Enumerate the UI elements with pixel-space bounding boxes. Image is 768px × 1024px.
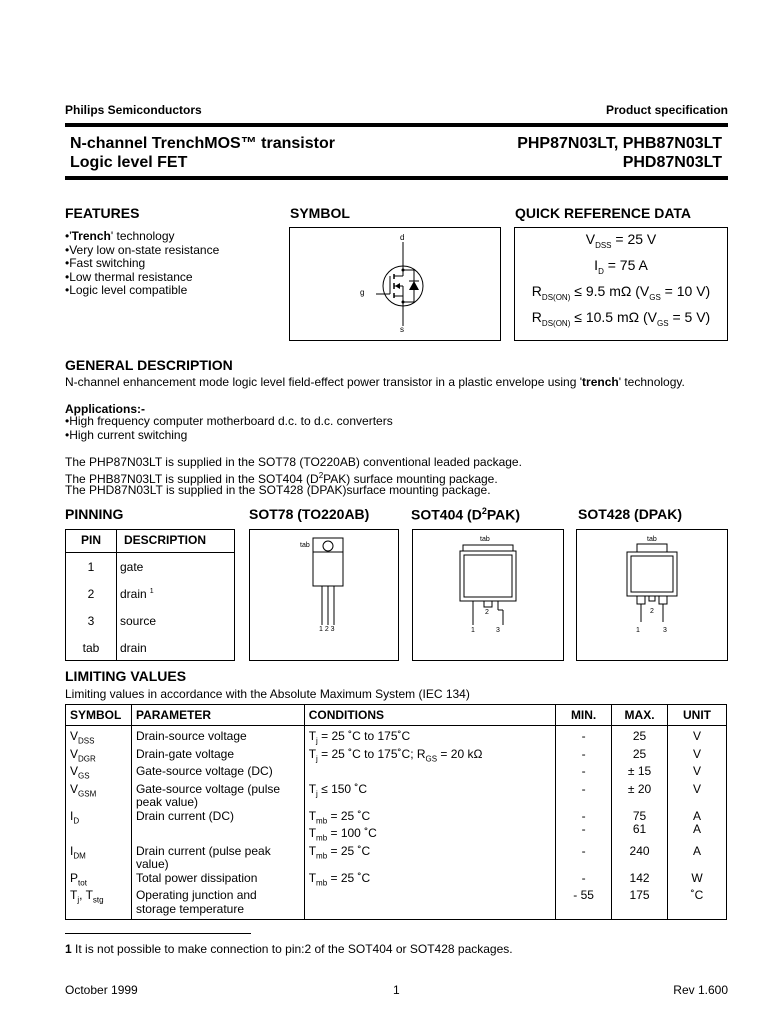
- cell-conditions: $T_{mb} = 25$ ˚C: [304, 845, 555, 872]
- pin-number: 1: [87, 560, 95, 574]
- pin-description: gate: [120, 560, 144, 574]
- cell-min: -: [556, 783, 612, 810]
- table-row: [66, 748, 727, 766]
- sot78-package-icon: [250, 530, 398, 660]
- cell-unit: A A: [668, 810, 727, 845]
- cell-parameter: Drain-source voltage: [131, 726, 304, 748]
- feature-item: • 'Trench' technology: [65, 230, 219, 244]
- supply-line2: The PHB87N03LT is supplied in the SOT404 $(D^2PAK)$ surface mounting package.: [65, 471, 498, 486]
- cell-unit: V: [668, 726, 727, 748]
- sot78-tab-label: tab: [300, 542, 310, 549]
- qr-rds1-value: ≤ 9.5 mΩ (V: [574, 283, 650, 299]
- cell-symbol: $V_{DGR}$: [66, 748, 132, 766]
- sot404-package-icon: [413, 530, 563, 660]
- qr-rds2-cond: = 5 V): [672, 309, 711, 325]
- symbol-label-d: d: [400, 233, 405, 242]
- feature-item: • Very low on-state resistance: [65, 244, 219, 258]
- cell-parameter: Drain-gate voltage: [131, 748, 304, 766]
- header-rule-bottom: [65, 176, 728, 180]
- pin-number: 3: [87, 614, 95, 628]
- feature-item: • Logic level compatible: [65, 284, 219, 298]
- cell-conditions: $T_j \le 150$ ˚C: [304, 783, 555, 810]
- title-line2: Logic level FET: [70, 154, 188, 171]
- qr-id-value: = 75 A: [607, 257, 648, 273]
- supply-line3: The PHD87N03LT is supplied in the SOT428 (DPAK)surface mounting package.: [65, 483, 491, 497]
- pinning-heading: PINNING: [65, 506, 124, 522]
- cell-symbol: $P_{tot}$: [66, 872, 132, 890]
- cell-parameter: Drain current (DC): [131, 810, 304, 845]
- column-header: PARAMETER: [131, 705, 304, 726]
- sot78-heading: SOT78 (TO220AB): [249, 506, 370, 522]
- cell-max: ± 15: [612, 765, 668, 783]
- footnote-ref: 1: [149, 588, 154, 595]
- sot404-pin2-label: 2: [485, 609, 489, 616]
- title-line1: N-channel TrenchMOS™ transistor: [70, 135, 335, 152]
- cell-min: -: [556, 726, 612, 748]
- sot428-tab-label: tab: [647, 536, 657, 543]
- sot404-heading: SOT404 $(D^2PAK)$: [411, 506, 521, 523]
- cell-symbol: $I_D$: [66, 810, 132, 845]
- cell-max: 25: [612, 748, 668, 766]
- column-header: MIN.: [556, 705, 612, 726]
- footer-rev: Rev 1.600: [673, 983, 728, 997]
- cell-min: - 55: [556, 889, 612, 919]
- cell-unit: V: [668, 765, 727, 783]
- sot404-pin1-label: 1: [471, 627, 475, 634]
- qr-id: $I_D = 75$ A: [594, 257, 648, 276]
- part-line2: PHD87N03LT: [622, 154, 722, 171]
- cell-max: 75 61: [612, 810, 668, 845]
- symbol-box: [289, 227, 501, 341]
- table-row: [66, 783, 727, 810]
- cell-symbol: $V_{GSM}$: [66, 783, 132, 810]
- cell-parameter: Drain current (pulse peak value): [131, 845, 304, 872]
- table-row: [66, 765, 727, 783]
- features-heading: FEATURES: [65, 205, 140, 221]
- cell-max: ± 20: [612, 783, 668, 810]
- symbol-label-s: s: [400, 325, 404, 334]
- column-header: UNIT: [668, 705, 727, 726]
- mosfet-symbol-icon: [290, 228, 500, 340]
- cell-conditions: $T_{mb} = 25$ ˚C $T_{mb} = 100$ ˚C: [304, 810, 555, 845]
- pin-col-header: PIN: [80, 533, 101, 547]
- supply-line1: The PHP87N03LT is supplied in the SOT78 (TO220AB) conventional leaded package.: [65, 455, 522, 469]
- column-header: SYMBOL: [66, 705, 132, 726]
- cell-conditions: $T_{mb} = 25$ ˚C: [304, 872, 555, 890]
- qr-rds1: $R_{DS(ON)} \le 9.5$ mΩ ($V_{GS} = 10$ V): [531, 283, 711, 302]
- cell-symbol: $I_{DM}$: [66, 845, 132, 872]
- applications-list: [65, 415, 393, 442]
- qr-rds2: $R_{DS(ON)} \le 10.5$ mΩ ($V_{GS} = 5$ V): [531, 309, 711, 328]
- cell-conditions: $T_j = 25$ ˚C to 175˚C; $R_{GS} = 20$ kΩ: [304, 748, 555, 766]
- qr-rds2-value: ≤ 10.5 mΩ (V: [574, 309, 657, 325]
- table-row: [66, 726, 727, 748]
- symbol-heading: SYMBOL: [290, 205, 350, 221]
- sot404-tab-label: tab: [480, 536, 490, 543]
- feature-item: • Low thermal resistance: [65, 271, 219, 285]
- cell-parameter: Operating junction and storage temperature: [131, 889, 304, 919]
- cell-parameter: Gate-source voltage (pulse peak value): [131, 783, 304, 810]
- table-row: [66, 889, 727, 919]
- sot428-package-box: [576, 529, 728, 661]
- cell-conditions: $T_j = 25$ ˚C to 175˚C: [304, 726, 555, 748]
- sot78-pin-labels: 1 2 3: [319, 626, 335, 633]
- company-name: Philips Semiconductors: [65, 103, 202, 117]
- symbol-label-g: g: [360, 288, 365, 297]
- pin-description: drain: [120, 641, 147, 655]
- limiting-values-table: [65, 704, 727, 920]
- table-row: [66, 872, 727, 890]
- header-rule-top: [65, 123, 728, 127]
- cell-unit: W: [668, 872, 727, 890]
- cell-max: 25: [612, 726, 668, 748]
- cell-unit: V: [668, 783, 727, 810]
- column-header: MAX.: [612, 705, 668, 726]
- desc-col-header: DESCRIPTION: [124, 533, 207, 547]
- sot78-package-box: [249, 529, 399, 661]
- part-line1: PHP87N03LT, PHB87N03LT: [517, 135, 722, 152]
- features-list: [65, 230, 219, 298]
- qr-vdss-value: = 25 V: [615, 231, 657, 247]
- sot404-pin3-label: 3: [496, 627, 500, 634]
- cell-conditions: [304, 889, 555, 919]
- general-description: N-channel enhancement mode logic level field-effect power transistor in a plastic envelope using 'trench' technology.: [65, 375, 685, 389]
- pin-description: drain $^1$: [120, 587, 154, 601]
- footnote-rule: [65, 933, 251, 934]
- footnote: 1 It is not possible to make connection to pin:2 of the SOT404 or SOT428 packages.: [65, 942, 513, 956]
- table-row: [66, 845, 727, 872]
- cell-symbol: $V_{GS}$: [66, 765, 132, 783]
- doc-type: Product specification: [605, 103, 728, 117]
- cell-symbol: $T_j$, $T_{stg}$: [66, 889, 132, 919]
- pin-description: source: [120, 614, 157, 628]
- cell-min: -: [556, 765, 612, 783]
- qr-vdss: $V_{DSS} = 25$ V: [585, 231, 657, 250]
- cell-max: 240: [612, 845, 668, 872]
- sot428-package-icon: [577, 530, 727, 660]
- pin-number: 2: [87, 587, 95, 601]
- sot428-pin3-label: 3: [663, 627, 667, 634]
- cell-min: -: [556, 872, 612, 890]
- quick-ref-box: [514, 227, 728, 341]
- limiting-subtitle: Limiting values in accordance with the Absolute Maximum System (IEC 134): [65, 687, 470, 701]
- cell-min: -: [556, 845, 612, 872]
- sot404-package-box: [412, 529, 564, 661]
- feature-item: • Fast switching: [65, 257, 219, 271]
- pinning-table: [65, 529, 235, 661]
- cell-unit: V: [668, 748, 727, 766]
- quick-ref-heading: QUICK REFERENCE DATA: [515, 205, 692, 221]
- table-row: [66, 810, 727, 845]
- footer-page: 1: [393, 983, 400, 997]
- cell-min: - -: [556, 810, 612, 845]
- cell-unit: A: [668, 845, 727, 872]
- sot428-heading: SOT428 (DPAK): [578, 506, 682, 522]
- cell-symbol: $V_{DSS}$: [66, 726, 132, 748]
- footer-date: October 1999: [65, 983, 138, 997]
- cell-max: 142: [612, 872, 668, 890]
- limiting-heading: LIMITING VALUES: [65, 668, 187, 684]
- qr-rds1-cond: = 10 V): [664, 283, 711, 299]
- applications-heading: Applications:-: [65, 402, 145, 416]
- cell-unit: ˚C: [668, 889, 727, 919]
- application-item: • High frequency computer motherboard d.c. to d.c. converters: [65, 415, 393, 429]
- sot428-pin1-label: 1: [636, 627, 640, 634]
- cell-max: 175: [612, 889, 668, 919]
- column-header: CONDITIONS: [304, 705, 555, 726]
- pin-number: tab: [82, 641, 100, 655]
- sot428-pin2-label: 2: [650, 608, 654, 615]
- cell-parameter: Total power dissipation: [131, 872, 304, 890]
- cell-parameter: Gate-source voltage (DC): [131, 765, 304, 783]
- application-item: • High current switching: [65, 429, 393, 443]
- cell-conditions: [304, 765, 555, 783]
- cell-min: -: [556, 748, 612, 766]
- general-heading: GENERAL DESCRIPTION: [65, 357, 233, 373]
